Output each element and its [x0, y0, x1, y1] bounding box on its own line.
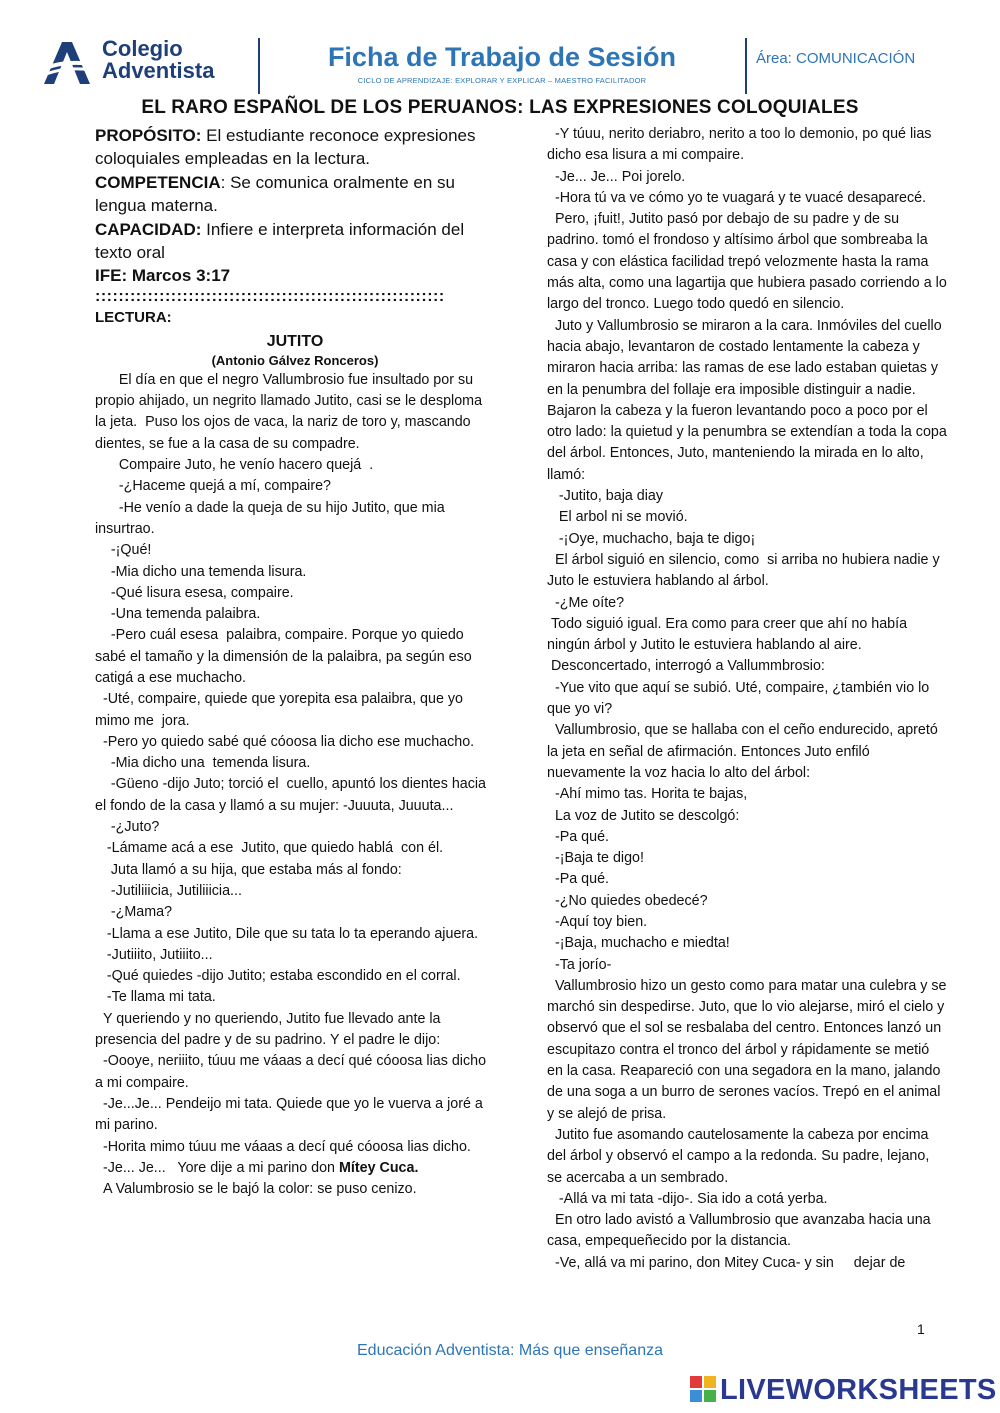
ife-text: IFE: Marcos 3:17	[95, 266, 231, 286]
subject-area: Área: COMUNICACIÓN	[756, 50, 916, 67]
story-paragraph: Pero, ¡fuit!, Jutito pasó por debajo de su padre y de su padrino. tomó el frondoso y altísimo árbol que sombreaba la casa y con elástica facilidad trepó velozmente hasta la rama más alta, como una lagartija que hubiera pasado corriendo a lo largo del tronco. Luego todo quedó en silencio.	[547, 211, 951, 313]
sheet-title: Ficha de Trabajo de Sesión	[327, 42, 677, 72]
logo-line-1: Colegio	[102, 36, 183, 61]
story-paragraph: -Aquí toy bien.	[547, 913, 648, 930]
story-paragraph: -Pa qué.	[547, 828, 609, 845]
capacity-label: CAPACIDAD:	[95, 219, 202, 239]
story-paragraph: La voz de Jutito se descolgó:	[547, 807, 740, 824]
story-paragraph: -Pero yo quiedo sabé qué cóoosa lia dicho ese muchacho.	[95, 733, 475, 750]
story-paragraph: El arbol ni se movió.	[547, 509, 688, 526]
story-paragraph: Vallumbrosio, que se hallaba con el ceño endurecido, apretó la jeta en señal de afirmación. Entonces Juto enfiló nuevamente la voz hacia lo alto del árbol:	[547, 722, 942, 781]
story-paragraph: A Valumbrosio se le bajó la color: se puso cenizo.	[95, 1181, 417, 1198]
story-paragraph: -¡Oye, muchacho, baja te digo¡	[547, 530, 756, 547]
story-paragraph: Desconcertado, interrogó a Vallummbrosio:	[547, 658, 825, 675]
story-paragraph: -Yue vito que aquí se subió. Uté, compaire, ¿también vio lo que yo vi?	[547, 679, 934, 718]
story-paragraph: -Oooye, neriiito, túuu me váaas a decí qué cóoosa lias dicho a mi compaire.	[95, 1053, 491, 1091]
story-paragraph: -Jutiliiicia, Jutiliiicia...	[95, 882, 242, 899]
session-meta	[95, 124, 495, 288]
story-paragraph: El día en que el negro Vallumbrosio fue insultado por su propio ahijado, un negrito llamado Jutito, casi se le desploma la jeta. Puso los ojos de vaca, la nariz de toro y, mascando dientes, se fue a la casa de su compadre.	[95, 371, 487, 452]
story-paragraph: En otro lado avistó a Vallumbrosio que avanzaba hacia una casa, empequeñecido por la distancia.	[547, 1212, 935, 1250]
dotted-separator: ::::::::::::::::::::::::::::::::::::::::::::::::::::::::::::	[95, 287, 445, 305]
story-paragraph: -Ve, allá va mi parino, don Mitey Cuca- y sin dejar de	[547, 1254, 906, 1271]
story-paragraph: -Güeno -dijo Juto; torció el cuello, apuntó los dientes hacia el fondo de la casa y llamó a su mujer: -Juuuta, Juuuta...	[95, 776, 490, 814]
footer-slogan: Educación Adventista: Más que enseñanza	[357, 1342, 663, 1359]
story-paragraph: -Ahí mimo tas. Horita te bajas,	[547, 786, 748, 803]
story-paragraph	[95, 1158, 495, 1179]
story-paragraph: Juto y Vallumbrosio se miraron a la cara. Inmóviles del cuello hacia abajo, levantaron de costado lentamente la cabeza y miraron hacia arriba: las ramas de ese lado estaban quietas y en la penumbra del follaje era imposible distinguir a nadie. Bajaron la cabeza y la fueron levantando poco a poco por el otro lado: la quietud y la penumbra se extendían a toda la copa del árbol. Entonces, Juto, manteniendo la mirada en lo alto, llamó:	[547, 317, 951, 483]
school-logo	[40, 38, 255, 88]
story-paragraph: -Te llama mi tata.	[95, 989, 216, 1006]
competence-label: COMPETENCIA	[95, 172, 221, 192]
story-author: (Antonio Gálvez Ronceros)	[211, 352, 379, 368]
purpose-text: El estudiante reconoce expresiones coloquiales empleadas en la lectura.	[95, 126, 476, 169]
capacity	[95, 218, 495, 265]
purpose-label: PROPÓSITO:	[95, 126, 202, 145]
story-paragraph: -Mia dicho una temenda lisura.	[95, 563, 307, 580]
story-paragraph: -¿Juto?	[95, 819, 160, 836]
right-column	[547, 124, 951, 1274]
story-paragraph: -Una temenda palaibra.	[95, 606, 261, 623]
logo-line-2: Adventista	[102, 58, 215, 83]
story-paragraph: -Lámame acá a ese Jutito, que quiedo hablá con él.	[95, 840, 444, 857]
page-header	[0, 0, 1000, 100]
learning-cycle: CICLO DE APRENDIZAJE: EXPLORAR Y EXPLICAR – MAESTRO FACILITADOR	[357, 76, 647, 85]
story-paragraph: Juta llamó a su hija, que estaba más al fondo:	[95, 861, 402, 878]
liveworksheets-text: LIVEWORKSHEETS	[720, 1374, 997, 1406]
story-paragraph: -¡Baja, muchacho e miedta!	[547, 935, 730, 952]
competence	[95, 171, 495, 218]
main-title: EL RARO ESPAÑOL DE LOS PERUANOS: LAS EXPRESIONES COLOQUIALES	[141, 97, 859, 118]
story-title: JUTITO	[266, 332, 324, 350]
story-paragraph: -¿Haceme quejá a mí, compaire?	[95, 478, 332, 495]
story-paragraph: -Ta jorío-	[547, 956, 612, 973]
header-center	[272, 40, 732, 85]
story-paragraph: -¡Qué!	[95, 542, 152, 559]
story-paragraph: Vallumbrosio hizo un gesto como para matar una culebra y se marchó sin despedirse. Juto, que lo vio alejarse, miró el cielo y observó que el sol se resbalaba del centro. Entonces lanzó un escupitazo contra el tronco del árbol y rápidamente se metió en la casa. Reapareció con una segadora en la mano, jalando de una soga a un burro de serones vacíos. Trepó en el animal y se alejó de prisa.	[547, 977, 951, 1122]
story-paragraph: -Mia dicho una temenda lisura.	[95, 755, 311, 772]
story-paragraph: -He venío a dade la queja de su hijo Jutito, que mia insurtrao.	[95, 499, 449, 537]
reading-label: LECTURA:	[95, 308, 172, 326]
left-column	[95, 124, 495, 1200]
story-paragraph: -Pa qué.	[547, 871, 609, 888]
story-paragraph: Jutito fue asomando cautelosamente la cabeza por encima del árbol y observó el campo a la redonda. Su padre, lejano, se acercaba a un sembrado.	[547, 1126, 934, 1186]
story-left-text	[95, 370, 495, 1158]
story-paragraph: -Y túuu, nerito deriabro, nerito a too lo demonio, po qué lias dicho esa lisura a mi compaire.	[547, 126, 936, 164]
story-paragraph: -Jutiiito, Jutiiito...	[95, 946, 213, 963]
story-paragraph: Y queriendo y no queriendo, Jutito fue llevado ante la presencia del padre y de su padrino. Y el padre le dijo:	[95, 1010, 445, 1049]
story-paragraph: -Horita mimo túuu me váaas a decí qué cóoosa lias dicho.	[95, 1138, 471, 1155]
header-divider-left	[258, 38, 260, 94]
logo-text	[102, 38, 214, 82]
ife	[95, 264, 495, 287]
story-paragraph: -Llama a ese Jutito, Dile que su tata lo ta eperando ajuera.	[95, 925, 479, 942]
story-paragraph: -¡Baja te digo!	[547, 850, 644, 867]
story-paragraph: -Qué quiedes -dijo Jutito; estaba escondido en el corral.	[95, 968, 461, 985]
purpose	[95, 124, 495, 171]
story-paragraph: -Allá va mi tata -dijo-. Sia ido a cotá yerba.	[547, 1190, 828, 1207]
story-paragraph: Compaire Juto, he venío hacero quejá .	[95, 457, 374, 474]
page-number: 1	[917, 1321, 925, 1337]
last-line-prefix: -Je... Je... Yore dije a mi parino don	[95, 1159, 339, 1176]
story-paragraph: -¿No quiedes obedecé?	[547, 892, 708, 909]
header-divider-right	[745, 38, 747, 94]
story-paragraph: -Je...Je... Pendeijo mi tata. Quiede que yo le vuerva a joré a mi parino.	[95, 1095, 487, 1134]
liveworksheets-badge-icon	[690, 1376, 716, 1402]
story-paragraph: -¿Me oíte?	[547, 594, 625, 611]
story-paragraph: -Je... Je... Poi jorelo.	[547, 168, 686, 185]
story-paragraph: -Qué lisura esesa, compaire.	[95, 584, 294, 601]
story-paragraph: Todo siguió igual. Era como para creer que ahí no había ningún árbol y Jutito le estuviera hablando al aire.	[547, 615, 912, 654]
last-line-bold: Mítey Cuca.	[338, 1159, 419, 1176]
story-paragraph: -Jutito, baja diay	[547, 488, 664, 505]
story-paragraph: -Uté, compaire, quiede que yorepita esa palaibra, que yo mimo me jora.	[95, 691, 467, 729]
story-left-ending	[95, 1158, 495, 1201]
story-paragraph: -¿Mama?	[95, 904, 173, 921]
competence-text: : Se comunica oralmente en su lengua materna.	[95, 172, 455, 216]
capacity-text: Infiere e interpreta información del texto oral	[95, 219, 465, 263]
story-paragraph: -Pero cuál esesa palaibra, compaire. Porque yo quiedo sabé el tamaño y la dimensión de la palaibra, pa según eso catigá a ese muchacho.	[95, 627, 476, 686]
story-paragraph: -Hora tú va ve cómo yo te vuagará y te vuacé desaparecé.	[547, 189, 927, 206]
story-paragraph: El árbol siguió en silencio, como si arriba no hubiera nadie y Juto le estuviera hablando al árbol.	[547, 551, 944, 590]
adventist-logo-icon	[40, 40, 96, 84]
